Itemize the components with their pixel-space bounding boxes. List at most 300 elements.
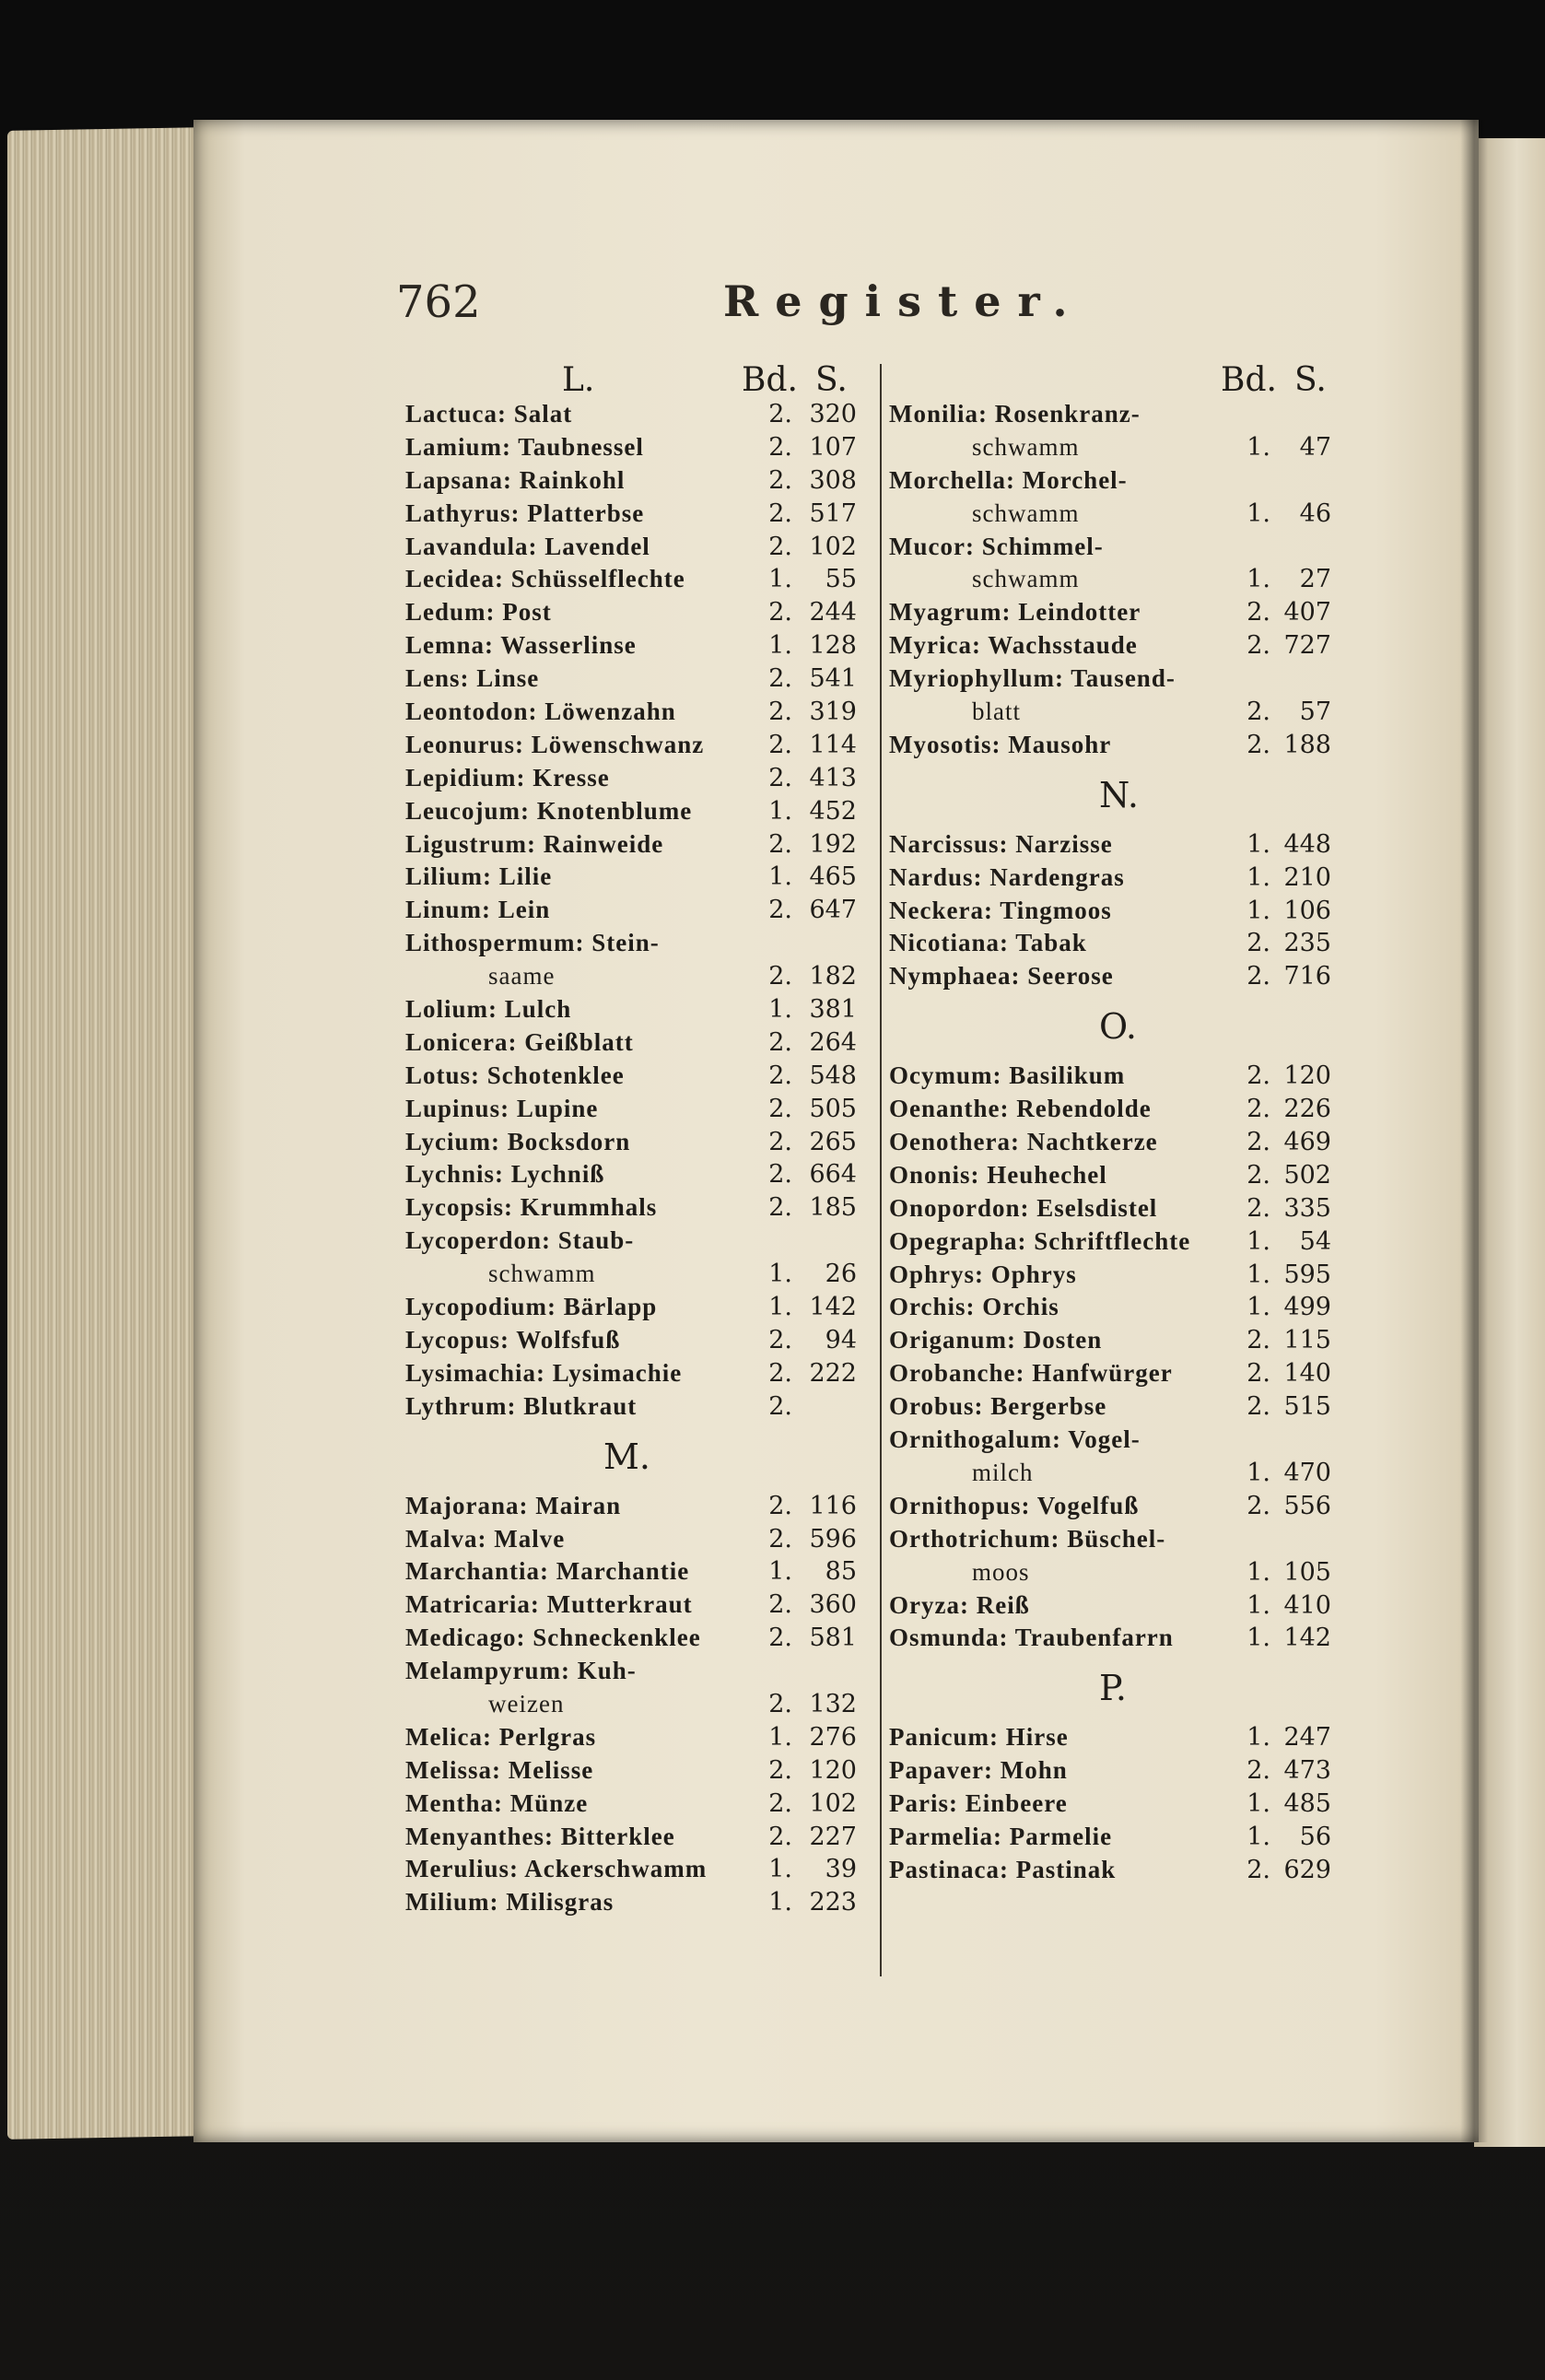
entry-volume: 1. [768,1722,792,1752]
entry-volume: 1. [768,1293,792,1322]
index-entry [405,596,866,629]
section-letter-L: L. [562,361,595,399]
entry-page: 716 [1283,962,1331,991]
entry-name: Mentha: Münze [405,1788,589,1817]
gutter-shadow [1460,120,1488,2142]
entry-page: 114 [809,730,857,759]
entry-volume: 1. [768,1557,792,1587]
entry-name: Lilium: Lilie [405,862,553,891]
entry-name: Malva: Malve [405,1524,566,1553]
entry-page: 106 [1283,896,1331,925]
entry-page: 448 [1283,829,1331,859]
entry-page: 548 [809,1061,857,1090]
index-entry [889,498,1359,531]
index-entry [889,563,1359,596]
index-entry [405,1886,866,1919]
entry-page: 595 [1283,1260,1331,1289]
index-entry [405,762,866,795]
entry-page: 276 [809,1722,857,1752]
entry-page: 192 [809,829,857,859]
entry-page: 407 [1283,598,1331,627]
index-entry [889,1424,1359,1457]
entry-name: Leonurus: Löwenschwanz [405,730,705,758]
index-entry [405,1357,866,1390]
entry-volume: 1. [768,862,792,892]
index-entry [889,1192,1359,1225]
index-entry [405,1853,866,1886]
entry-page: 556 [1283,1491,1331,1520]
entry-page: 515 [1283,1392,1331,1422]
entry-volume: 2. [1247,962,1270,991]
section-head-N [889,762,1359,828]
entry-page: 308 [809,465,857,495]
entry-page: 120 [809,1755,857,1785]
index-entry [405,662,866,696]
entry-volume: 1. [768,565,792,594]
index-entry [405,993,866,1026]
index-entry [405,531,866,564]
entry-name: Matricaria: Mutterkraut [405,1590,693,1619]
entry-volume: 2. [768,532,792,561]
index-entry [405,1589,866,1622]
index-entry [405,431,866,464]
entry-name: Oryza: Reiß [889,1590,1030,1619]
section-head-M [405,1424,866,1490]
entry-name: Marchantia: Marchantie [405,1557,690,1586]
entry-name: Medicago: Schneckenklee [405,1624,701,1652]
left-column [405,361,866,1919]
entry-page: 142 [1283,1624,1331,1653]
entry-volume: 1. [1247,1789,1270,1819]
entries-M-continued [889,398,1359,762]
index-entry [405,464,866,498]
entry-page: 222 [809,1358,857,1388]
entry-name: Lycium: Bocksdorn [405,1127,631,1155]
entry-name: Ledum: Post [405,598,552,627]
index-entry [889,729,1359,762]
entry-name: Milium: Milisgras [405,1888,614,1917]
index-entry [405,1126,866,1159]
entry-volume: 1. [768,995,792,1025]
entries-O [889,1060,1359,1655]
index-entry [889,1126,1359,1159]
index-entry [405,1324,866,1357]
index-entry [405,1688,866,1721]
entry-volume: 2. [768,1590,792,1620]
index-entry [889,862,1359,895]
index-entry [889,927,1359,960]
index-entry [889,398,1359,431]
index-entry [889,531,1359,564]
entry-name: Morchella: Morchel- [889,465,1128,494]
entry-volume: 2. [1247,1359,1270,1389]
entry-volume: 2. [768,1391,792,1421]
entry-name: Melica: Perlgras [405,1722,597,1751]
entry-volume: 2. [768,962,792,991]
entry-page: 120 [1283,1061,1331,1091]
entry-name: moos [972,1557,1030,1586]
entry-name: weizen [488,1689,565,1718]
entry-page: 140 [1283,1359,1331,1389]
entry-volume: 1. [768,796,792,826]
entry-page: 629 [1283,1855,1331,1884]
index-entry [889,1093,1359,1126]
section-letter-M: M. [603,1436,650,1477]
entry-volume: 2. [768,896,792,925]
entry-name: Ocymum: Basilikum [889,1061,1126,1090]
index-entry [405,1555,866,1589]
entry-page: 55 [825,565,857,594]
entry-page: 39 [825,1855,857,1884]
entry-name: Ornithopus: Vogelfuß [889,1491,1140,1519]
entry-name: Orobus: Bergerbse [889,1392,1107,1421]
entry-page: 502 [1283,1160,1331,1190]
entry-volume: 1. [768,1888,792,1917]
entry-page: 264 [809,1027,857,1057]
entry-page: 410 [1283,1590,1331,1620]
index-entry [405,1390,866,1424]
index-entry [405,696,866,729]
entry-volume: 1. [1247,1226,1270,1256]
entry-page: 182 [809,962,857,991]
entry-name: Melissa: Melisse [405,1755,594,1784]
entry-page: 223 [809,1888,857,1917]
entry-volume: 1. [1247,1822,1270,1851]
index-entry [889,1259,1359,1292]
entry-name: Lysimachia: Lysimachie [405,1358,683,1387]
volume-header: Bd. [1221,361,1277,399]
entry-page: 185 [809,1193,857,1223]
entry-name: Pastinaca: Pastinak [889,1855,1117,1883]
entry-volume: 2. [1247,1392,1270,1422]
index-entry [889,1754,1359,1788]
entry-page: 541 [809,664,857,694]
entry-page: 27 [1299,565,1331,594]
index-entry [405,927,866,960]
entry-page: 235 [1283,929,1331,958]
entry-volume: 2. [768,1689,792,1718]
entry-name: Myrica: Wachsstaude [889,631,1138,660]
entry-volume: 2. [1247,1756,1270,1786]
entry-volume: 2. [768,465,792,495]
entry-volume: 1. [1247,432,1270,462]
entry-name: Ornithogalum: Vogel- [889,1425,1141,1454]
section-head-O [889,993,1359,1060]
page-header [396,276,1084,350]
entries-M [405,1490,866,1920]
entry-page: 499 [1283,1293,1331,1322]
entry-page: 320 [809,400,857,428]
entry-name: Ononis: Heuhechel [889,1160,1107,1189]
index-entry [405,1225,866,1258]
entry-name: Majorana: Mairan [405,1491,622,1519]
entry-name: Lycoperdon: Staub- [405,1226,635,1255]
entries-N [889,828,1359,993]
entry-volume: 1. [1247,1624,1270,1653]
entry-volume: 2. [768,432,792,462]
entry-name: Neckera: Tingmoos [889,896,1112,924]
entry-volume: 2. [768,1788,792,1818]
entry-page: 470 [1283,1458,1331,1487]
entry-name: Lolium: Lulch [405,995,572,1024]
entry-name: Orthotrichum: Büschel- [889,1524,1166,1553]
entry-name: Menyanthes: Bitterklee [405,1822,675,1850]
index-entry [405,1821,866,1854]
entry-name: Lythrum: Blutkraut [405,1391,638,1420]
index-entry [889,596,1359,629]
entry-name: Lecidea: Schüsselflechte [405,565,685,593]
entry-name: Mucor: Schimmel- [889,532,1104,560]
index-entry [405,398,866,431]
entry-page: 247 [1283,1723,1331,1753]
entry-volume: 2. [768,763,792,792]
index-entry [889,960,1359,993]
entry-volume: 1. [1247,862,1270,892]
entry-page: 452 [809,796,857,826]
entry-volume: 2. [1247,730,1270,759]
entry-name: schwamm [972,498,1080,527]
entry-page: 226 [1283,1095,1331,1124]
running-title: Register. [723,276,1084,326]
entry-name: Melampyrum: Kuh- [405,1657,637,1685]
entry-page: 56 [1299,1822,1331,1851]
section-letter-O: O. [1099,1006,1138,1048]
entry-name: Orobanche: Hanfwürger [889,1359,1173,1388]
section-head-P [889,1655,1359,1721]
entries-P [889,1721,1359,1886]
entry-volume: 2. [768,598,792,627]
index-entry [889,1622,1359,1655]
entry-volume: 2. [768,1127,792,1156]
index-entry [889,1821,1359,1854]
index-entry [405,1026,866,1060]
index-entry [889,696,1359,729]
entry-volume: 2. [768,1160,792,1190]
index-entry [889,1390,1359,1424]
entry-page: 505 [809,1094,857,1123]
entry-volume: 2. [1247,1095,1270,1124]
index-entry [889,895,1359,928]
entry-volume: 2. [768,1491,792,1520]
entry-page: 465 [809,862,857,892]
entry-volume: 2. [1247,1128,1270,1157]
index-entry [889,629,1359,662]
entry-volume: 2. [768,698,792,727]
entry-name: Lycopus: Wolfsfuß [405,1325,621,1354]
entry-name: blatt [972,698,1021,726]
index-entry [889,1721,1359,1754]
volume-header: Bd. [742,361,798,399]
entry-name: Origanum: Dosten [889,1326,1103,1354]
entry-name: Lactuca: Salat [405,400,573,428]
index-entry [405,1754,866,1788]
entry-volume: 2. [1247,1061,1270,1091]
entry-volume: 2. [768,1325,792,1354]
entry-page: 107 [809,432,857,462]
index-entry [889,1159,1359,1192]
entry-name: Ligustrum: Rainweide [405,829,664,858]
entry-page: 188 [1283,730,1331,759]
entry-page: 115 [1283,1326,1331,1355]
entry-name: Nardus: Nardengras [889,862,1125,891]
entry-page: 142 [809,1293,857,1322]
index-entry [889,464,1359,498]
entry-volume: 1. [1247,565,1270,594]
entry-page: 54 [1299,1226,1331,1256]
entry-page: 485 [1283,1789,1331,1819]
entry-volume: 2. [1247,1491,1270,1520]
entry-page: 381 [809,995,857,1025]
entry-volume: 1. [1247,1293,1270,1322]
entry-volume: 2. [768,498,792,528]
entry-page: 664 [809,1160,857,1190]
index-entry [405,861,866,894]
entry-name: Lathyrus: Platterbse [405,498,645,527]
entry-name: Lemna: Wasserlinse [405,631,637,660]
entry-volume: 2. [1247,1193,1270,1223]
entry-name: Lens: Linse [405,664,540,693]
entry-volume: 1. [768,1855,792,1884]
index-entry [405,960,866,993]
entry-name: schwamm [972,432,1080,461]
entry-name: Lavandula: Lavendel [405,532,650,560]
index-entry [405,1258,866,1291]
entry-page: 360 [809,1590,857,1620]
page-header-label: S. [815,361,848,399]
entry-volume: 1. [768,1260,792,1289]
entry-volume: 1. [1247,1723,1270,1753]
index-entry [889,662,1359,696]
entry-name: Paris: Einbeere [889,1789,1068,1818]
entry-name: schwamm [972,565,1080,593]
entry-name: Lycopsis: Krummhals [405,1193,658,1222]
entry-page: 210 [1283,862,1331,892]
index-entry [405,629,866,662]
entry-page: 335 [1283,1193,1331,1223]
entry-page: 132 [809,1689,857,1718]
section-letter-N: N. [1099,774,1139,815]
entry-page: 727 [1283,631,1331,661]
entry-page: 227 [809,1822,857,1851]
index-entry [889,1788,1359,1821]
entry-name: Lupinus: Lupine [405,1094,599,1122]
index-entry [405,894,866,927]
index-entry [889,1854,1359,1887]
index-entry [405,1655,866,1688]
entry-volume: 2. [768,1193,792,1223]
index-entry [889,1291,1359,1324]
entry-volume: 2. [768,400,792,428]
entry-volume: 1. [1247,1590,1270,1620]
entry-volume: 1. [768,631,792,661]
entry-volume: 1. [1247,1557,1270,1587]
entry-name: milch [972,1458,1034,1486]
entry-name: Myriophyllum: Tausend- [889,664,1176,693]
index-entry [405,1291,866,1324]
entry-volume: 2. [1247,1160,1270,1190]
index-entry [405,1060,866,1093]
entry-name: Lotus: Schotenklee [405,1061,625,1089]
entry-page: 57 [1299,698,1331,727]
entries-L [405,398,866,1424]
entry-page: 102 [809,532,857,561]
index-entry [889,1225,1359,1259]
entry-volume: 2. [1247,1326,1270,1355]
entry-page: 469 [1283,1128,1331,1157]
index-entry [889,1060,1359,1093]
entry-name: Ophrys: Ophrys [889,1260,1077,1288]
entry-name: Onopordon: Eselsdistel [889,1193,1158,1222]
entry-volume: 1. [1247,1458,1270,1487]
index-entry [405,563,866,596]
entry-volume: 2. [1247,631,1270,661]
index-entry [889,1357,1359,1390]
entry-page: 581 [809,1624,857,1653]
entry-volume: 2. [768,1027,792,1057]
entry-name: Linum: Lein [405,896,551,924]
entry-volume: 1. [1247,829,1270,859]
index-entry [405,828,866,862]
entry-page: 116 [809,1491,857,1520]
entry-volume: 1. [1247,896,1270,925]
index-entry [405,1622,866,1655]
entry-name: Nicotiana: Tabak [889,929,1087,957]
entry-name: Nymphaea: Seerose [889,962,1114,991]
entry-page: 596 [809,1524,857,1553]
index-entry [405,1490,866,1523]
index-entry [405,1191,866,1225]
index-entry [405,498,866,531]
entry-name: Narcissus: Narzisse [889,829,1113,858]
page-header-label: S. [1294,361,1327,399]
entry-page: 46 [1299,498,1331,528]
entry-page: 94 [825,1325,857,1354]
entry-page: 473 [1283,1756,1331,1786]
index-entry [889,1589,1359,1623]
entry-page: 102 [809,1788,857,1818]
entry-volume: 1. [1247,498,1270,528]
entry-name: Monilia: Rosenkranz- [889,400,1141,428]
entry-volume: 2. [768,664,792,694]
entry-name: Lithospermum: Stein- [405,929,660,957]
entry-volume: 2. [768,730,792,759]
entry-volume: 2. [768,1822,792,1851]
index-entry [889,431,1359,464]
index-entry [405,1523,866,1556]
index-entry [889,1457,1359,1490]
index-entry [889,1324,1359,1357]
entry-name: Lonicera: Geißblatt [405,1027,634,1056]
entry-name: Lychnis: Lychniß [405,1160,605,1189]
index-entry [405,1788,866,1821]
entry-name: saame [488,962,556,991]
entry-page: 47 [1299,432,1331,462]
entry-volume: 2. [1247,1855,1270,1884]
entry-name: Orchis: Orchis [889,1293,1059,1321]
entry-volume: 2. [768,1094,792,1123]
entry-name: Papaver: Mohn [889,1756,1068,1785]
entry-name: Lamium: Taubnessel [405,432,644,461]
entry-volume: 2. [1247,929,1270,958]
entry-name: Myosotis: Mausohr [889,730,1112,758]
entry-name: Parmelia: Parmelie [889,1822,1113,1850]
entry-page: 265 [809,1127,857,1156]
entry-page: 517 [809,498,857,528]
index-entry [889,1490,1359,1523]
entry-name: Oenothera: Nachtkerze [889,1128,1158,1156]
index-entry [405,1158,866,1191]
entry-name: Oenanthe: Rebendolde [889,1095,1152,1123]
